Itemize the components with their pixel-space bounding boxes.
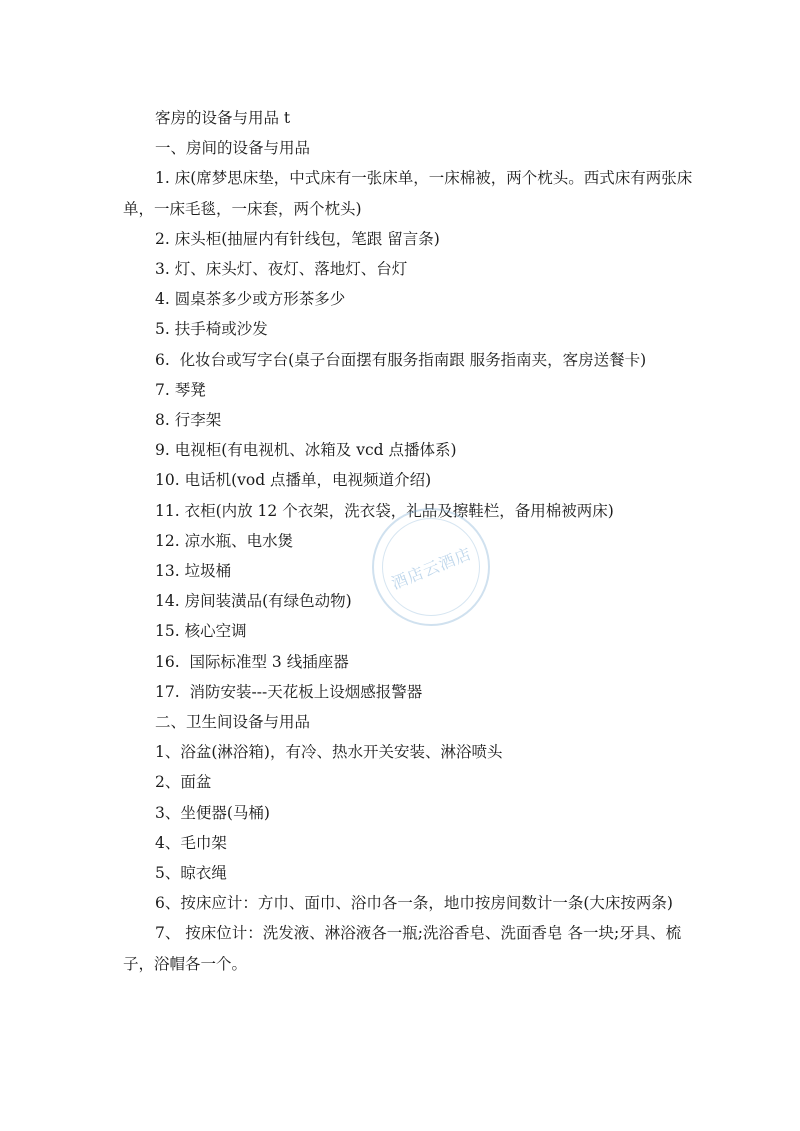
- list-item: 4、毛巾架: [155, 833, 227, 852]
- list-item: 13. 垃圾桶: [155, 562, 232, 581]
- watermark-text: 酒店云酒店: [388, 543, 475, 593]
- section-heading-room: 一、房间的设备与用品: [155, 139, 311, 158]
- list-item: 16. 国际标准型 3 线插座器: [155, 652, 349, 671]
- list-item: 4. 圆桌茶多少或方形茶多少: [155, 290, 346, 309]
- list-item: 17. 消防安装---天花板上设烟感报警器: [155, 682, 423, 701]
- list-item: 1、浴盆(淋浴箱)，有冷、热水开关安装、淋浴喷头: [155, 743, 503, 762]
- list-item: 5. 扶手椅或沙发: [155, 320, 268, 339]
- section-heading-bathroom: 二、卫生间设备与用品: [155, 713, 311, 732]
- list-item: 8. 行李架: [155, 411, 222, 430]
- list-item: 3、坐便器(马桶): [155, 803, 270, 822]
- list-item: 10. 电话机(vod 点播单，电视频道介绍): [155, 471, 432, 490]
- list-item: 5、晾衣绳: [155, 864, 227, 883]
- list-item: 11. 衣柜(内放 12 个衣架，洗衣袋，礼品及擦鞋栏，备用棉被两床): [155, 501, 614, 520]
- document-title: 客房的设备与用品 t: [155, 109, 291, 127]
- list-item: 6、按床应计：方巾、面巾、浴巾各一条，地巾按房间数计一条(大床按两条): [155, 894, 673, 913]
- list-item: 2. 床头柜(抽屉内有针线包，笔跟 留言条): [155, 229, 440, 248]
- list-item: 6. 化妆台或写字台(桌子台面摆有服务指南跟 服务指南夹，客房送餐卡): [155, 350, 647, 369]
- list-item: 12. 凉水瓶、电水煲: [155, 531, 294, 550]
- list-item: 3. 灯、床头灯、夜灯、落地灯、台灯: [155, 260, 408, 279]
- list-item: 7、 按床位计：洗发液、淋浴液各一瓶;洗浴香皂、洗面香皂 各一块;牙具、梳子，浴帽各一个。: [123, 924, 682, 973]
- list-item: 7. 琴凳: [155, 380, 206, 399]
- list-item: 9. 电视柜(有电视机、冰箱及 vcd 点播体系): [155, 441, 457, 460]
- list-item: 2、面盆: [155, 773, 212, 792]
- list-item: 14. 房间装潢品(有绿色动物): [155, 592, 352, 611]
- list-item: 15. 核心空调: [155, 622, 247, 641]
- list-item: 1. 床(席梦思床垫，中式床有一张床单，一床棉被，两个枕头。西式床有两张床单，一床毛毯，一床套，两个枕头): [123, 169, 693, 218]
